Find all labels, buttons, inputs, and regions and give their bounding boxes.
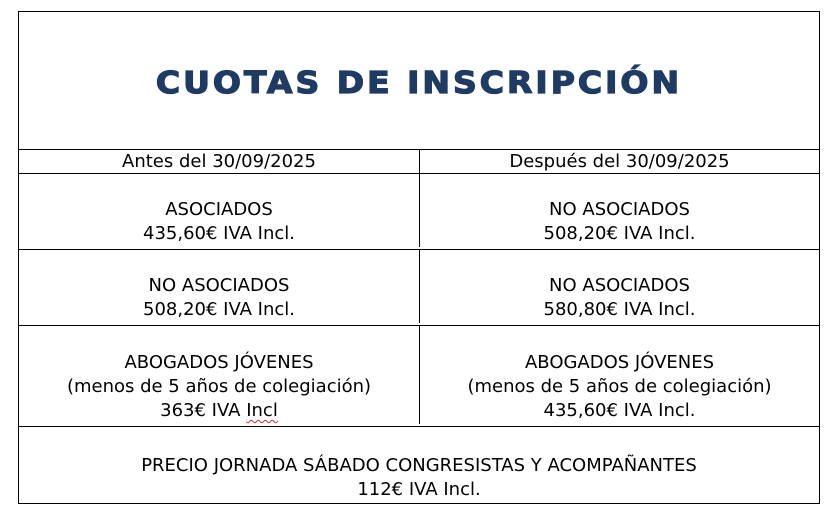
title-row <box>19 12 819 150</box>
fee-cell-after <box>420 326 819 424</box>
footer-row <box>19 427 819 503</box>
fee-price: 435,60€ IVA Incl. <box>543 400 696 421</box>
fee-price: 508,20€ IVA Incl. <box>143 299 295 320</box>
table-row <box>19 174 819 250</box>
fees-table <box>18 11 820 504</box>
column-header-row <box>19 150 819 174</box>
fee-category: NO ASOCIADOS <box>549 199 690 220</box>
column-header-after: Después del 30/09/2025 <box>509 150 730 172</box>
fee-category: ABOGADOS JÓVENES <box>124 352 314 373</box>
fee-category: NO ASOCIADOS <box>549 275 690 296</box>
fee-cell-before <box>19 174 420 247</box>
fee-cell-after <box>420 250 819 323</box>
fee-category: ASOCIADOS <box>165 199 273 220</box>
footer-price: 112€ IVA Incl. <box>357 479 481 500</box>
fee-price: 435,60€ IVA Incl. <box>143 223 295 244</box>
fees-grid <box>19 150 819 503</box>
fee-cell-before <box>19 250 420 323</box>
footer-title: PRECIO JORNADA SÁBADO CONGRESISTAS Y ACOMPAÑANTES <box>141 455 697 476</box>
fee-category: NO ASOCIADOS <box>148 275 290 296</box>
fee-note: (menos de 5 años de colegiación) <box>66 376 372 397</box>
table-row <box>19 326 819 427</box>
fee-price-amount: 363€ IVA <box>160 400 241 421</box>
fee-note: (menos de 5 años de colegiación) <box>467 376 772 397</box>
fee-price: 508,20€ IVA Incl. <box>543 223 696 244</box>
page-title: CUOTAS DE INSCRIPCIÓN <box>155 64 683 101</box>
column-header-before: Antes del 30/09/2025 <box>19 150 420 173</box>
spellcheck-word: Incl <box>246 400 278 421</box>
fee-price <box>160 399 278 423</box>
table-row <box>19 250 819 326</box>
fee-cell-before <box>19 326 420 424</box>
fee-price: 580,80€ IVA Incl. <box>543 299 696 320</box>
fee-category: ABOGADOS JÓVENES <box>524 352 715 373</box>
fee-cell-after <box>420 174 819 247</box>
